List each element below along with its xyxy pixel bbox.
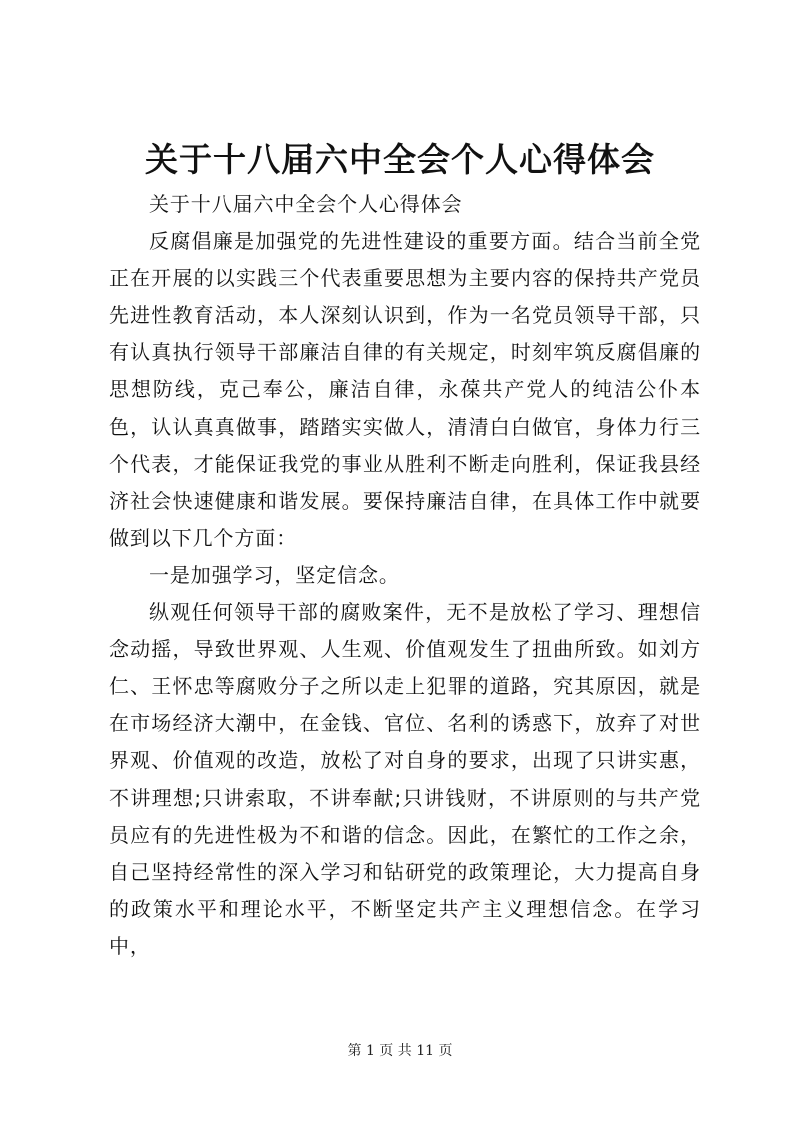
paragraph-subtitle: 关于十八届六中全会个人心得体会 (149, 192, 463, 216)
document-body (109, 186, 701, 965)
paragraph-section-heading: 一是加强学习，坚定信念。 (149, 562, 400, 587)
document-title: 关于十八届六中全会个人心得体会 (145, 140, 655, 179)
page-number-footer: 第 1 页 共 11 页 (347, 1043, 453, 1059)
paragraph-section-body: 纵观任何领导干部的腐败案件，无不是放松了学习、理想信念动摇，导致世界观、人生观、价值观发生了扭曲所致。如刘方仁、王怀忠等腐败分子之所以走上犯罪的道路，究其原因，就是在市场经济大潮中，在金钱、官位、名利的诱惑下，放弃了对世界观、价值观的改造，放松了对自身的要求，出现了只讲实惠，不讲理想;只讲索取，不讲奉献;只讲钱财，不讲原则的与共产党员应有的先进性极为不和谐的信念。因此，在繁忙的工作之余，自己坚持经常性的深入学习和钻研党的政策理论，大力提高自身的政策水平和理论水平，不断坚定共产主义理想信念。在学习中， (109, 600, 701, 958)
paragraph-intro: 反腐倡廉是加强党的先进性建设的重要方面。结合当前全党正在开展的以实践三个代表重要思想为主要内容的保持共产党员先进性教育活动，本人深刻认识到，作为一名党员领导干部，只有认真执行领导干部廉洁自律的有关规定，时刻牢筑反腐倡廉的思想防线，克己奉公，廉洁自律，永葆共产党人的纯洁公仆本色，认认真真做事，踏踏实实做人，清清白白做官，身体力行三个代表，才能保证我党的事业从胜利不断走向胜利，保证我县经济社会快速健康和谐发展。要保持廉洁自律，在具体工作中就要做到以下几个方面： (109, 229, 701, 550)
